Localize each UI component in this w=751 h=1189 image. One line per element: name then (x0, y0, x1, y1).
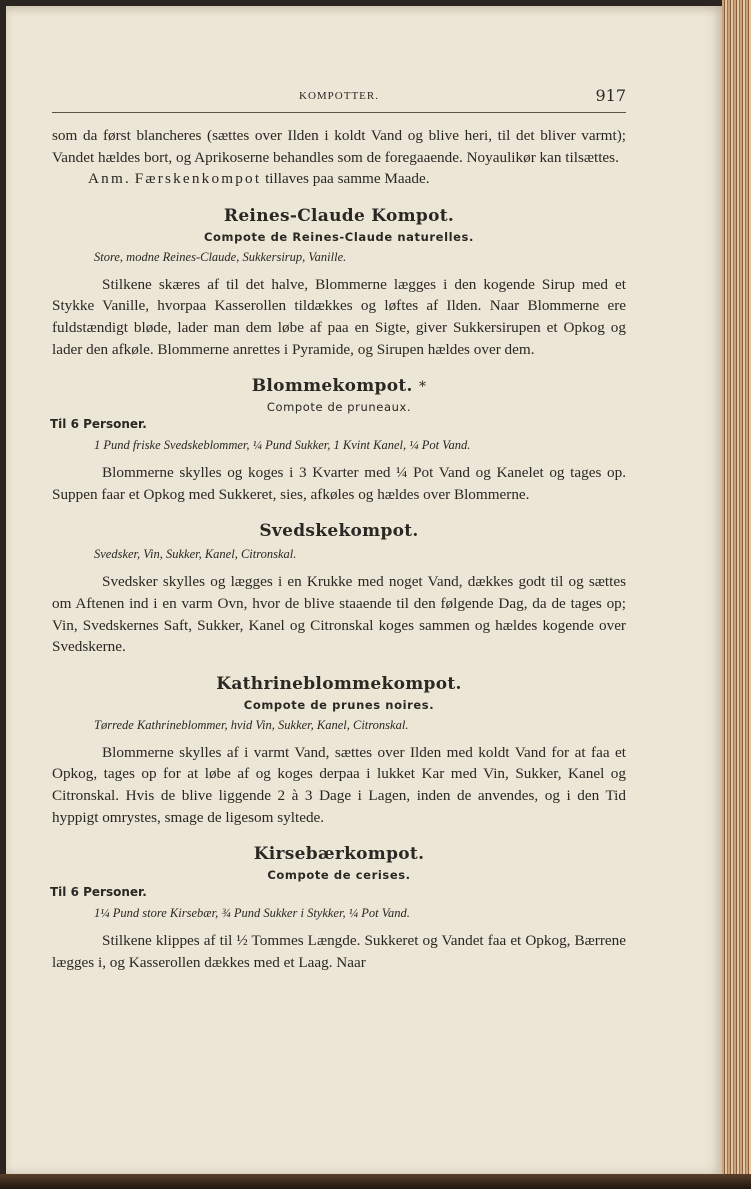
recipe-title: Svedskekompot. (259, 521, 419, 542)
anm-rest: tillaves paa samme Maade. (261, 170, 430, 188)
recipe-body: Blommerne skylles og koges i 3 Kvarter med ¼ Pot Vand og Kanelet og tages op. Suppen faar et Opkog med Sukkeret, sies, afkøles og hældes over Blommerne. (52, 464, 626, 503)
anm-label: Anm. (88, 170, 131, 188)
header-rule (52, 112, 626, 113)
recipe-ingredients: Tørrede Kathrineblommer, hvid Vin, Sukker, Kanel, Citronskal. (94, 717, 409, 732)
recipe-french-title: Compote de Reines-Claude naturelles. (204, 229, 474, 244)
recipe-body: Stilkene klippes af til ½ Tommes Længde. Sukkeret og Vandet faa et Opkog, Bærrene lægges i, og Kasserollen dækkes med et Laag. Naar (52, 932, 626, 971)
running-head (52, 82, 626, 112)
recipe-title: Reines-Claude Kompot. (223, 205, 455, 226)
intro-paragraph: som da først blancheres (sættes over Ilden i koldt Vand og blive heri, til det bliver varmt); Vandet hældes bort, og Aprikoserne behandles som de foregaaende. Noyaulikør kan tilsættes. (52, 127, 626, 166)
recipe-french-title: Compote de pruneaux. (266, 400, 412, 415)
recipe-title (52, 376, 626, 396)
page-content (52, 82, 626, 973)
running-title: KOMPOTTER. (299, 90, 379, 102)
recipe-persons: Til 6 Personer. (50, 885, 147, 900)
recipe-title: Kirsebærkompot. (253, 844, 425, 865)
recipe-body: Blommerne skylles af i varmt Vand, sættes over Ilden med koldt Vand for at faa et Opkog, tages op for at løbe af og koges derpaa i lukket Kar med Vin, Sukker, Kanel og Citronskal. Hvis de blive liggende 2 à 3 Dage i Lagen, inden de anvendes, og i den Tid hyppigt omrystes, smage de ligesom syltede. (52, 743, 626, 826)
recipe-mark: * (418, 379, 427, 396)
recipe-persons: Til 6 Personer. (50, 417, 147, 432)
recipe-body: Stilkene skæres af til det halve, Blommerne lægges i den kogende Sirup med et Stykke Vanille, hvorpaa Kasserollen tildækkes og løftes af Ilden. Naar Blommerne ere fuldstændigt bløde, lader man dem løbe af paa en Sigte, giver Sukkersirupen et Opkog og lader den afkøle. Blommerne anrettes i Pyramide, og Sirupen hældes over dem. (52, 275, 626, 358)
book-bottom-edge (0, 1174, 751, 1189)
anm-spaced-term: Færskenkompot (134, 170, 262, 188)
recipe-french-title: Compote de cerises. (267, 868, 411, 883)
recipe-title: Kathrineblommekompot. (216, 673, 462, 694)
anm-note (52, 168, 626, 190)
page-edge (722, 0, 751, 1189)
recipe-ingredients: Svedsker, Vin, Sukker, Kanel, Citronskal. (94, 547, 297, 562)
recipe-body: Svedsker skylles og lægges i en Krukke med noget Vand, dækkes godt til og sættes om Aftenen ind i en varm Ovn, hvor de blive staaende til den følgende Dag, da de tages op; Vin, Svedskernes Saft, Sukker, Kanel og Citronskal koges sammen og hældes kogende over Svedskerne. (52, 573, 626, 656)
page-number: 917 (595, 86, 626, 105)
recipe-ingredients: Store, modne Reines-Claude, Sukkersirup, Vanille. (94, 249, 347, 264)
recipe-ingredients: 1¼ Pund store Kirsebær, ¾ Pund Sukker i Stykker, ¼ Pot Vand. (94, 906, 410, 921)
recipe-ingredients: 1 Pund friske Svedskeblommer, ¼ Pund Sukker, 1 Kvint Kanel, ¼ Pot Vand. (94, 438, 471, 453)
recipe-title-text: Blommekompot. (251, 376, 413, 397)
recipe-french-title: Compote de prunes noires. (243, 697, 435, 712)
